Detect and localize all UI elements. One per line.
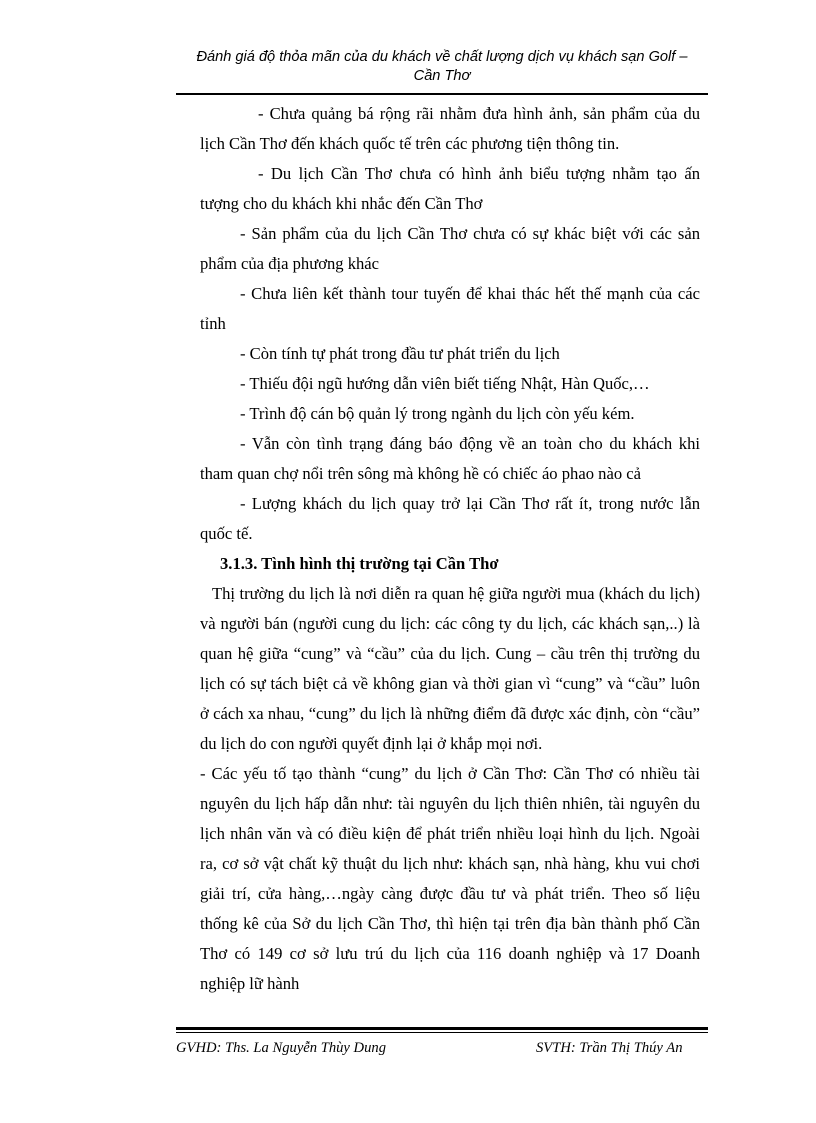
footer-rule-thick bbox=[176, 1027, 708, 1030]
bullet-paragraph: - Chưa liên kết thành tour tuyến để khai thác hết thế mạnh của các tỉnh bbox=[200, 284, 700, 333]
header-title-line-1: Đánh giá độ thỏa mãn của du khách về chất lượng dịch vụ khách sạn Golf – bbox=[196, 49, 688, 65]
bullet-paragraph: - Lượng khách du lịch quay trở lại Cần Thơ rất ít, trong nước lẫn quốc tế. bbox=[200, 494, 700, 543]
page-header bbox=[176, 48, 708, 86]
bullet-paragraph: - Chưa quảng bá rộng rãi nhằm đưa hình ảnh, sản phẩm của du lịch Cần Thơ đến khách quốc tế trên các phương tiện thông tin. bbox=[200, 104, 700, 153]
footer-advisor: GVHD: Ths. La Nguyễn Thùy Dung bbox=[176, 1040, 386, 1056]
market-paragraph: Thị trường du lịch là nơi diễn ra quan hệ giữa người mua (khách du lịch) và người bán (người cung du lịch: các công ty du lịch, các khách sạn,..) là quan hệ giữa “cung” và “cầu” của du lịch. Cung – cầu trên thị trường du lịch có sự tách biệt cả về không gian và thời gian vì “cung” và “cầu” luôn ở cách xa nhau, “cung” du lịch là những điểm đã được xác định, còn “cầu” du lịch do con người quyết định lại ở khắp mọi nơi. bbox=[200, 584, 700, 753]
bullet-paragraph: - Trình độ cán bộ quản lý trong ngành du lịch còn yếu kém. bbox=[240, 404, 635, 423]
bullet-paragraph: - Còn tính tự phát trong đầu tư phát triển du lịch bbox=[240, 344, 560, 363]
bullet-paragraph: - Thiếu đội ngũ hướng dẫn viên biết tiếng Nhật, Hàn Quốc,… bbox=[240, 374, 650, 393]
section-heading: 3.1.3. Tình hình thị trường tại Cần Thơ bbox=[220, 554, 499, 573]
bullet-paragraph: - Vẫn còn tình trạng đáng báo động về an toàn cho du khách khi tham quan chợ nổi trên sông mà không hề có chiếc áo phao nào cả bbox=[200, 434, 700, 483]
supply-paragraph: - Các yếu tố tạo thành “cung” du lịch ở Cần Thơ: Cần Thơ có nhiều tài nguyên du lịch hấp dẫn như: tài nguyên du lịch thiên nhiên, tài nguyên du lịch nhân văn và có điều kiện để phát triển nhiều loại hình du lịch. Ngoài ra, cơ sở vật chất kỹ thuật du lịch như: khách sạn, nhà hàng, khu vui chơi giải trí, cửa hàng,…ngày càng được đầu tư và phát triển. Theo số liệu thống kê của Sở du lịch Cần Thơ, thì hiện tại trên địa bàn thành phố Cần Thơ có 149 cơ sở lưu trú du lịch của 116 doanh nghiệp và 17 Doanh nghiệp lữ hành bbox=[200, 764, 700, 993]
body-text bbox=[200, 99, 700, 999]
footer-rule-thin bbox=[176, 1032, 708, 1033]
header-rule bbox=[176, 93, 708, 95]
footer-student: SVTH: Trần Thị Thúy An bbox=[536, 1040, 683, 1056]
header-title-line-2: Cần Thơ bbox=[413, 68, 471, 84]
bullet-paragraph: - Sản phẩm của du lịch Cần Thơ chưa có sự khác biệt với các sản phẩm của địa phương khác bbox=[200, 224, 700, 273]
bullet-paragraph: - Du lịch Cần Thơ chưa có hình ảnh biểu tượng nhằm tạo ấn tượng cho du khách khi nhắc đến Cần Thơ bbox=[200, 164, 700, 213]
